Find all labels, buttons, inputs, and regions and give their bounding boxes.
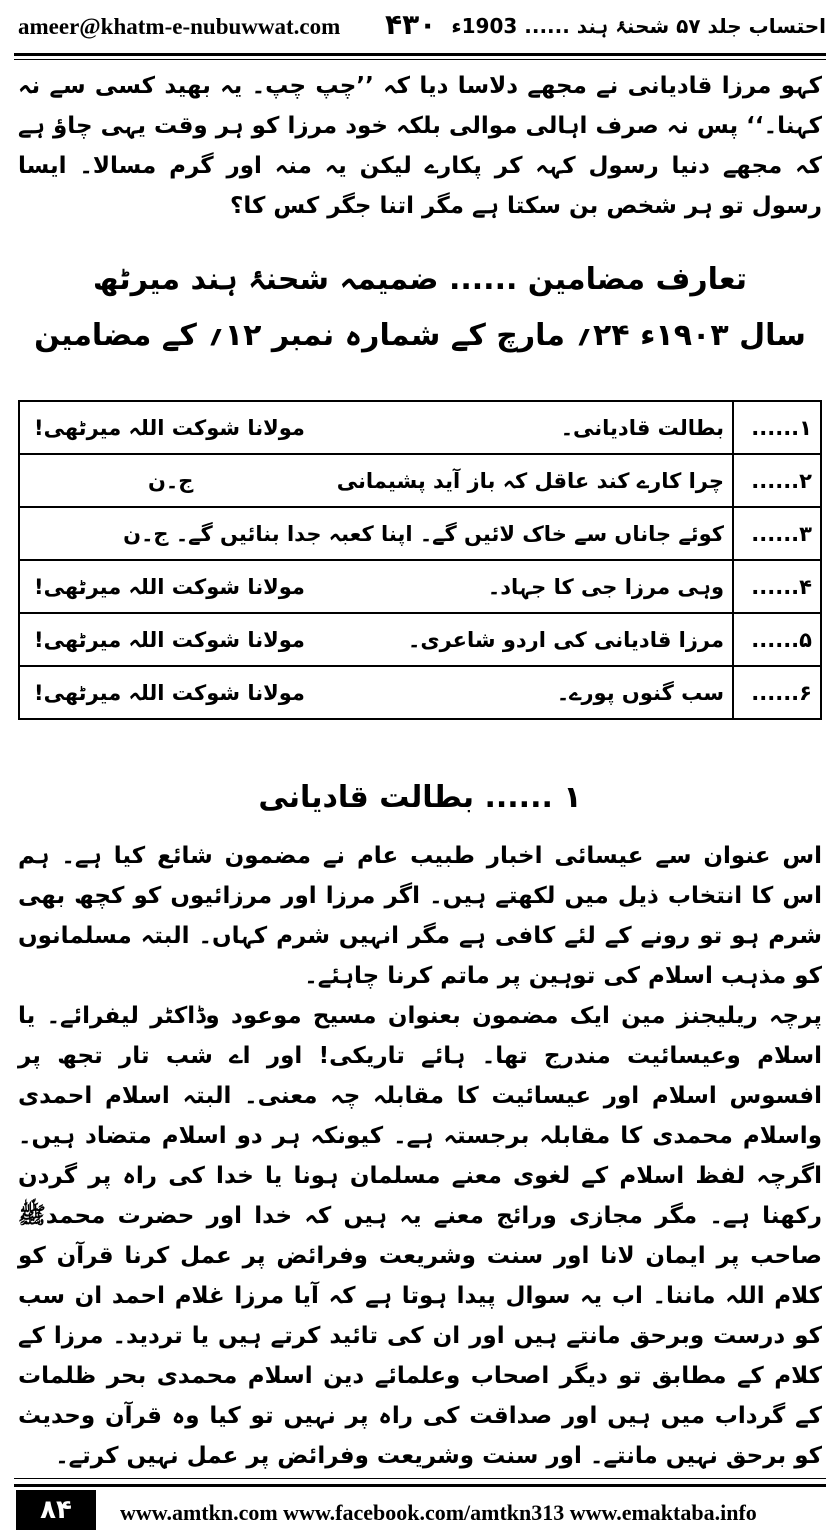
table-row bbox=[19, 401, 821, 454]
toc-number: ۴...... bbox=[733, 560, 821, 613]
table-row bbox=[19, 613, 821, 666]
toc-number: ۱...... bbox=[733, 401, 821, 454]
body-paragraph: پرچہ ریلیجنز مین ایک مضمون بعنوان مسیح موعود وڈاکٹر لیفرائے۔ یا اسلام وعیسائیت مندرج تھا۔ ہائے تاریکی! اور اے شب تار تجھ پر افسوس اسلام اور عیسائیت کا مقابلہ چہ معنی۔ البتہ اسلام احمدی واسلام محمدی کا مقابلہ برجستہ ہے۔ کیونکہ ہر دو اسلام متضاد ہیں۔ اگرچہ لفظ اسلام کے لغوی معنے مسلمان ہونا یا خدا کی راہ پر گردن رکھنا ہے۔ مگر مجازی ورائج معنے یہ ہیں کہ خدا اور حضرت محمدﷺ صاحب پر ایمان لانا اور سنت وشریعت وفرائض پر عمل کرنا قرآن کو کلام اللہ ماننا۔ اب یہ سوال پیدا ہوتا ہے کہ آیا مرزا غلام احمد ان سب کو درست وبرحق مانتے ہیں اور ان کی تائید کرتے ہیں یا تردید۔ مرزا کے کلام کے مطابق تو دیگر اصحاب وعلمائے دین اسلام محمدی بحر ظلمات کے گرداب میں ہیں اور صداقت کی راہ پر نہیں تو کیا وہ قرآن وحدیث کو برحق نہیں مانتے۔ اور سنت وشریعت وفرائض پر عمل نہیں کرتے۔ bbox=[18, 1003, 822, 1469]
toc-title: بطالت قادیانی۔ bbox=[560, 415, 724, 440]
toc-title: سب گنوں پورے۔ bbox=[556, 680, 724, 705]
header-title: احتساب جلد ۵۷ شحنۂ ہند ...... 1903ء bbox=[451, 14, 826, 38]
header-rule-thin bbox=[14, 59, 826, 60]
toc-author: ج۔ن bbox=[148, 468, 194, 493]
toc-number: ۶...... bbox=[733, 666, 821, 719]
toc-author: مولانا شوکت اللہ میرٹھی! bbox=[34, 680, 305, 705]
footer-rule-thin bbox=[14, 1478, 826, 1479]
header-email: ameer@khatm-e-nubuwwat.com bbox=[18, 14, 341, 39]
header-page-number: ۴۳۰ bbox=[385, 8, 437, 41]
body-paragraph: اس عنوان سے عیسائی اخبار طبیب عام نے مضمون شائع کیا ہے۔ ہم اس کا انتخاب ذیل میں لکھتے ہیں۔ اگر مرزا اور مرزائیوں کو کچھ بھی شرم ہو تو رونے کے لئے کافی ہے مگر انہیں شرم کہاں۔ البتہ مسلمانوں کو مذہب اسلام کی توہین پر ماتم کرنا چاہئے۔ bbox=[18, 843, 822, 989]
table-row bbox=[19, 507, 821, 560]
table-row bbox=[19, 454, 821, 507]
toc-author: مولانا شوکت اللہ میرٹھی! bbox=[34, 574, 305, 599]
footer-page-box: ۸۴ bbox=[16, 1490, 96, 1530]
toc-number: ۲...... bbox=[733, 454, 821, 507]
toc-author: مولانا شوکت اللہ میرٹھی! bbox=[34, 415, 305, 440]
toc-title: چرا کارے کند عاقل کہ باز آید پشیمانی bbox=[336, 468, 724, 493]
heading-line-1: تعارف مضامین ...... ضمیمہ شحنۂ ہند میرٹھ bbox=[92, 262, 748, 297]
toc-author: مولانا شوکت اللہ میرٹھی! bbox=[34, 627, 305, 652]
footer-links[interactable]: www.amtkn.com www.facebook.com/amtkn313 www.emaktaba.info bbox=[120, 1500, 757, 1525]
toc-title: مرزا قادیانی کی اردو شاعری۔ bbox=[408, 627, 724, 652]
article-body bbox=[18, 836, 822, 1469]
footer-rule bbox=[14, 1484, 826, 1487]
contents-table bbox=[18, 400, 822, 720]
intro-paragraph: کہو مرزا قادیانی نے مجھے دلاسا دیا کہ ’’چپ چپ۔ یہ بھید کسی سے نہ کہنا۔‘‘ پس نہ صرف اہالی موالی بلکہ خود مرزا کو ہر وقت یہی چاؤ ہے کہ مجھے دنیا رسول کہہ کر پکارے لیکن یہ منہ اور گرم مسالا۔ ایسا رسول تو ہر شخص بن سکتا ہے مگر اتنا جگر کس کا؟ bbox=[18, 73, 822, 219]
toc-number: ۳...... bbox=[733, 507, 821, 560]
section-heading: ۱ ...... بطالت قادیانی bbox=[258, 780, 582, 815]
toc-number: ۵...... bbox=[733, 613, 821, 666]
header-rule bbox=[14, 53, 826, 56]
toc-title: وہی مرزا جی کا جہاد۔ bbox=[487, 574, 724, 599]
table-row bbox=[19, 560, 821, 613]
page-header bbox=[0, 0, 840, 58]
toc-title: کوئے جاناں سے خاک لائیں گے۔ اپنا کعبہ جدا بنائیں گے۔ ج۔ن bbox=[123, 521, 724, 546]
table-row bbox=[19, 666, 821, 719]
heading-line-2: سال ۱۹۰۳ء ۲۴؍ مارچ کے شمارہ نمبر ۱۲؍ کے مضامین bbox=[34, 318, 806, 353]
